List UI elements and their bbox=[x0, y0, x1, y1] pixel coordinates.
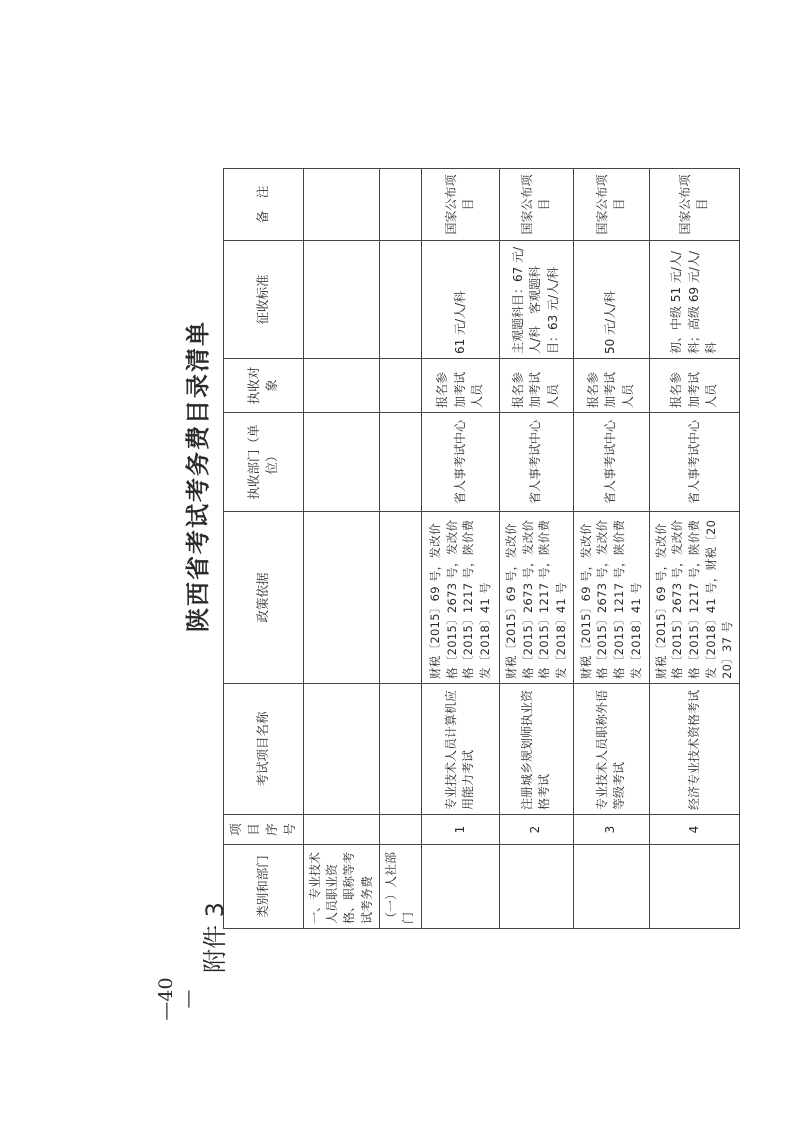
exam-name: 专业技术人员计算机应用能力考试 bbox=[421, 684, 499, 815]
table-row bbox=[499, 169, 573, 929]
remarks: 国家公布项目 bbox=[499, 169, 573, 241]
header-target: 执收对象 bbox=[224, 359, 304, 413]
attachment-label: 附件 3 bbox=[201, 902, 229, 973]
item-no: 4 bbox=[649, 815, 739, 845]
standard: 61 元/人/科 bbox=[421, 241, 499, 359]
header-category: 类别和部门 bbox=[224, 845, 304, 929]
standard: 主观题科目：67 元/人/科 客观题科目：63 元/人/科 bbox=[499, 241, 573, 359]
header-standard: 征收标准 bbox=[224, 241, 304, 359]
target: 报名参加考试人员 bbox=[649, 359, 739, 413]
standard: 初、中级 51 元/人/科；高级 69 元/人/科 bbox=[649, 241, 739, 359]
collecting-unit: 省人事考试中心 bbox=[499, 413, 573, 512]
collecting-unit: 省人事考试中心 bbox=[421, 413, 499, 512]
header-collecting-unit: 执收部门（单位） bbox=[224, 413, 304, 512]
department-row bbox=[380, 169, 422, 929]
fee-table bbox=[223, 168, 740, 929]
policy-basis: 财税〔2015〕69 号，发改价格〔2015〕2673 号，发改价格〔2015〕1217 号，陕价费发〔2018〕41 号 bbox=[573, 512, 649, 684]
table-header-row bbox=[224, 169, 304, 929]
table-row bbox=[573, 169, 649, 929]
remarks: 国家公布项目 bbox=[649, 169, 739, 241]
policy-basis: 财税〔2015〕69 号，发改价格〔2015〕2673 号，发改价格〔2015〕1217 号，陕价费发〔2018〕41 号，财税〔2020〕37 号 bbox=[649, 512, 739, 684]
item-no: 1 bbox=[421, 815, 499, 845]
exam-name: 注册城乡规划师执业资格考试 bbox=[499, 684, 573, 815]
header-remarks: 备 注 bbox=[224, 169, 304, 241]
header-policy: 政策依据 bbox=[224, 512, 304, 684]
item-no: 2 bbox=[499, 815, 573, 845]
category-cell: 一、专业技术人员职业资格、职称等考试考务费 bbox=[303, 845, 380, 929]
collecting-unit: 省人事考试中心 bbox=[573, 413, 649, 512]
remarks: 国家公布项目 bbox=[573, 169, 649, 241]
page-number: —40— bbox=[155, 977, 199, 1021]
table-row bbox=[649, 169, 739, 929]
exam-name: 专业技术人员职称外语等级考试 bbox=[573, 684, 649, 815]
policy-basis: 财税〔2015〕69 号，发改价格〔2015〕2673 号，发改价格〔2015〕1217 号，陕价费发〔2018〕41 号 bbox=[499, 512, 573, 684]
collecting-unit: 省人事考试中心 bbox=[649, 413, 739, 512]
exam-name: 经济专业技术资格考试 bbox=[649, 684, 739, 815]
standard: 50 元/人/科 bbox=[573, 241, 649, 359]
remarks: 国家公布项目 bbox=[421, 169, 499, 241]
table-row bbox=[421, 169, 499, 929]
department-cell: （一）人社部门 bbox=[380, 845, 422, 929]
policy-basis: 财税〔2015〕69 号，发改价格〔2015〕2673 号，发改价格〔2015〕1217 号，陕价费发〔2018〕41 号 bbox=[421, 512, 499, 684]
page-title: 陕西省考试考务费目录清单 bbox=[183, 320, 212, 632]
item-no: 3 bbox=[573, 815, 649, 845]
target: 报名参加考试人员 bbox=[573, 359, 649, 413]
target: 报名参加考试人员 bbox=[499, 359, 573, 413]
header-exam-name: 考试项目名称 bbox=[224, 684, 304, 815]
header-item-no: 项目序号 bbox=[224, 815, 304, 845]
category-row bbox=[303, 169, 380, 929]
target: 报名参加考试人员 bbox=[421, 359, 499, 413]
